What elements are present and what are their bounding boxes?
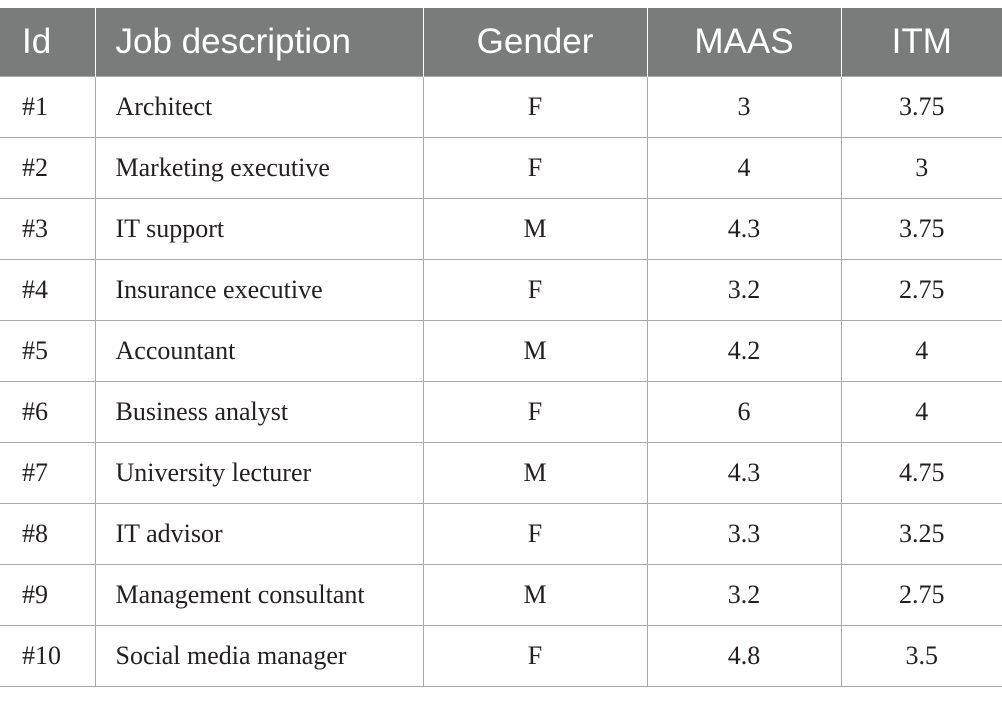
cell-id: #10 (0, 626, 95, 687)
cell-itm: 3.25 (841, 504, 1002, 565)
cell-itm: 2.75 (841, 260, 1002, 321)
cell-job-description: University lecturer (95, 443, 423, 504)
table-row (0, 565, 1002, 626)
cell-maas: 4.2 (647, 321, 841, 382)
cell-gender: M (423, 199, 647, 260)
table-row (0, 382, 1002, 443)
cell-job-description: Accountant (95, 321, 423, 382)
cell-job-description: IT support (95, 199, 423, 260)
cell-maas: 4.8 (647, 626, 841, 687)
cell-id: #2 (0, 138, 95, 199)
data-table (0, 8, 1002, 687)
table-row (0, 504, 1002, 565)
cell-maas: 4 (647, 138, 841, 199)
cell-id: #1 (0, 77, 95, 138)
table-row (0, 321, 1002, 382)
cell-maas: 6 (647, 382, 841, 443)
cell-id: #6 (0, 382, 95, 443)
header-id: Id (0, 8, 95, 77)
cell-id: #3 (0, 199, 95, 260)
header-job-description: Job description (95, 8, 423, 77)
table-row (0, 626, 1002, 687)
cell-maas: 3.2 (647, 565, 841, 626)
cell-job-description: IT advisor (95, 504, 423, 565)
cell-itm: 4 (841, 321, 1002, 382)
cell-job-description: Management consultant (95, 565, 423, 626)
cell-id: #4 (0, 260, 95, 321)
cell-job-description: Insurance executive (95, 260, 423, 321)
cell-job-description: Business analyst (95, 382, 423, 443)
table-row (0, 260, 1002, 321)
cell-itm: 4.75 (841, 443, 1002, 504)
table-header (0, 8, 1002, 77)
cell-gender: M (423, 443, 647, 504)
cell-maas: 3.3 (647, 504, 841, 565)
cell-itm: 4 (841, 382, 1002, 443)
table-row (0, 199, 1002, 260)
cell-job-description: Architect (95, 77, 423, 138)
cell-maas: 3 (647, 77, 841, 138)
cell-itm: 2.75 (841, 565, 1002, 626)
cell-gender: F (423, 382, 647, 443)
cell-id: #9 (0, 565, 95, 626)
table-row (0, 443, 1002, 504)
cell-gender: F (423, 138, 647, 199)
header-gender: Gender (423, 8, 647, 77)
cell-gender: M (423, 565, 647, 626)
cell-gender: F (423, 626, 647, 687)
cell-itm: 3.5 (841, 626, 1002, 687)
cell-maas: 4.3 (647, 443, 841, 504)
cell-gender: M (423, 321, 647, 382)
cell-id: #7 (0, 443, 95, 504)
cell-gender: F (423, 77, 647, 138)
cell-itm: 3.75 (841, 199, 1002, 260)
cell-maas: 3.2 (647, 260, 841, 321)
table-body (0, 77, 1002, 687)
header-itm: ITM (841, 8, 1002, 77)
cell-gender: F (423, 260, 647, 321)
cell-id: #8 (0, 504, 95, 565)
cell-job-description: Social media manager (95, 626, 423, 687)
header-row (0, 8, 1002, 77)
cell-maas: 4.3 (647, 199, 841, 260)
cell-itm: 3.75 (841, 77, 1002, 138)
cell-itm: 3 (841, 138, 1002, 199)
cell-job-description: Marketing executive (95, 138, 423, 199)
cell-id: #5 (0, 321, 95, 382)
table-row (0, 138, 1002, 199)
table-row (0, 77, 1002, 138)
header-maas: MAAS (647, 8, 841, 77)
cell-gender: F (423, 504, 647, 565)
